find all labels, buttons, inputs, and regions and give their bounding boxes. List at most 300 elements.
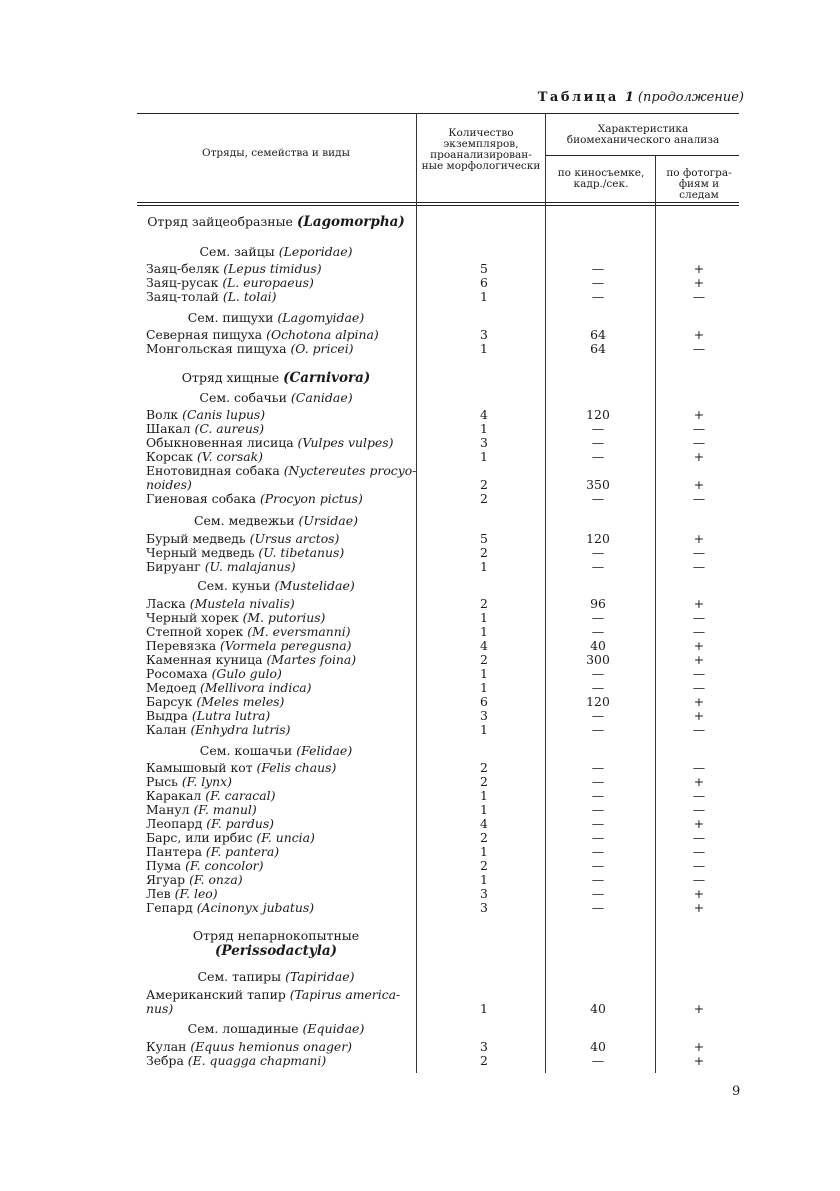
specimen-count-cell: 3 [480,886,488,901]
species-cell [146,681,418,695]
species-common-name: Енотовидная собака [146,463,280,478]
species-latin-name: (F. manul) [193,802,257,817]
species-latin-name: (U. tibetanus) [258,545,345,560]
specimen-count-cell: 5 [480,531,488,546]
family-heading [140,390,412,405]
group-label: Отряд непарнокопытные [192,928,360,943]
table-row [146,761,746,775]
page-number: 9 [732,1084,741,1099]
specimen-count-cell: 6 [480,275,488,290]
species-latin-name: (Mustela nivalis) [189,596,295,611]
film-rate-cell: 64 [590,341,606,356]
species-cell [146,789,418,803]
species-cell [146,560,418,574]
photo-track-cell: + [693,327,705,342]
caption-note: (продолжение) [637,90,744,105]
species-latin-name: (Nyctereutes procyo-noides) [146,463,417,492]
specimen-count-cell: 1 [480,449,488,464]
species-cell [146,845,418,859]
table-row [146,1054,746,1068]
species-latin-name: (Felis chaus) [256,760,337,775]
species-common-name: Ласка [146,596,186,611]
species-common-name: Шакал [146,421,191,436]
specimen-count-cell: 2 [480,652,488,667]
species-cell [146,667,418,681]
photo-track-cell: + [693,1039,705,1054]
species-latin-name: (Lepus timidus) [223,261,322,276]
group-latin: (Perissodactyla) [215,943,337,959]
species-cell [146,817,418,831]
species-latin-name: (M. putorius) [242,610,326,625]
species-cell [146,695,418,709]
photo-track-cell: + [693,694,705,709]
film-rate-cell: — [591,435,605,450]
film-rate-cell: 120 [586,694,610,709]
photo-track-cell: + [693,531,705,546]
photo-track-cell: — [692,341,706,356]
table-row [146,560,746,574]
species-common-name: Медоед [146,680,197,695]
film-rate-cell: — [591,545,605,560]
species-cell [146,625,418,639]
species-common-name: Лев [146,886,171,901]
specimen-count-cell: 3 [480,900,488,915]
species-cell [146,988,418,1016]
species-latin-name: (Acinonyx jubatus) [196,900,315,915]
specimen-count-cell: 3 [480,327,488,342]
photo-track-cell: — [692,830,706,845]
species-latin-name: (F. pantera) [205,844,280,859]
film-rate-cell: — [591,610,605,625]
photo-track-cell: + [693,596,705,611]
group-label: Отряд хищные [181,370,280,385]
table-row [146,611,746,625]
species-latin-name: (L. europaeus) [222,275,314,290]
table-row [146,901,746,915]
species-cell [146,709,418,723]
species-cell [146,450,418,464]
group-label: Сем. медвежьи [193,513,295,528]
table-row [146,709,746,723]
species-common-name: Барс, или ирбис [146,830,253,845]
species-latin-name: (V. corsak) [197,449,263,464]
species-common-name: Пума [146,858,182,873]
specimen-count-cell: 1 [480,666,488,681]
species-latin-name: (F. leo) [174,886,218,901]
table-row [146,831,746,845]
film-rate-cell: 120 [586,407,610,422]
photo-track-cell: + [693,816,705,831]
species-common-name: Ягуар [146,872,186,887]
specimen-count-cell: 2 [480,1053,488,1068]
group-latin: (Equidae) [302,1021,365,1036]
species-latin-name: (C. aureus) [194,421,265,436]
species-latin-name: (Meles meles) [196,694,285,709]
species-latin-name: (M. eversmanni) [247,624,351,639]
species-cell [146,653,418,667]
species-latin-name: (Martes foina) [266,652,357,667]
family-heading [140,578,412,593]
table-row [146,988,746,1016]
table-row [146,803,746,817]
caption-label: Таблица [537,90,619,105]
specimen-count-cell: 2 [480,545,488,560]
film-rate-cell: — [591,830,605,845]
photo-track-cell: + [693,652,705,667]
film-rate-cell: — [591,760,605,775]
table-row [146,873,746,887]
film-rate-cell: — [591,872,605,887]
species-cell [146,262,418,276]
species-cell [146,1040,418,1054]
order-heading [140,928,412,959]
photo-track-cell: — [692,760,706,775]
photo-track-cell: — [692,722,706,737]
film-rate-cell: 64 [590,327,606,342]
specimen-count-cell: 4 [480,638,488,653]
species-latin-name: (O. pricei) [290,341,354,356]
species-cell [146,492,418,506]
species-common-name: Степной хорек [146,624,244,639]
film-rate-cell: 300 [586,652,610,667]
species-latin-name: (Vormela peregusna) [220,638,352,653]
species-common-name: Пантера [146,844,202,859]
table-row [146,1040,746,1054]
specimen-count-cell: 4 [480,407,488,422]
film-rate-cell: — [591,788,605,803]
table-row [146,290,746,304]
table-row [146,436,746,450]
species-latin-name: (Tapirus america-nus) [146,987,401,1016]
photo-track-cell: + [693,638,705,653]
species-common-name: Перевязка [146,638,217,653]
species-cell [146,328,418,342]
group-latin: (Tapiridae) [285,969,355,984]
group-label: Сем. зайцы [199,244,275,259]
species-cell [146,887,418,901]
species-cell [146,723,418,737]
species-cell [146,436,418,450]
specimen-count-cell: 1 [480,1001,488,1016]
species-common-name: Черный медведь [146,545,255,560]
header-bottom-rule-2 [137,205,739,206]
species-common-name: Гепард [146,900,193,915]
species-common-name: Росомаха [146,666,208,681]
specimen-count-cell: 1 [480,289,488,304]
species-cell [146,761,418,775]
table-row [146,546,746,560]
film-rate-cell: — [591,449,605,464]
species-latin-name: (E. quagga chapmani) [187,1053,327,1068]
species-latin-name: (Procyon pictus) [259,491,363,506]
film-rate-cell: — [591,680,605,695]
species-common-name: Гиеновая собака [146,491,257,506]
species-cell [146,639,418,653]
photo-track-cell: — [692,559,706,574]
film-rate-cell: 350 [586,477,610,492]
species-cell [146,611,418,625]
specimen-count-cell: 1 [480,610,488,625]
species-common-name: Леопард [146,816,203,831]
film-rate-cell: — [591,708,605,723]
film-rate-cell: — [591,289,605,304]
caption-number: 1 [624,90,634,105]
species-cell [146,1054,418,1068]
specimen-count-cell: 3 [480,435,488,450]
film-rate-cell: — [591,261,605,276]
film-rate-cell: — [591,666,605,681]
species-latin-name: (Ursus arctos) [249,531,340,546]
specimen-count-cell: 6 [480,694,488,709]
species-common-name: Барсук [146,694,193,709]
group-label: Сем. собачьи [199,390,287,405]
photo-track-cell: — [692,872,706,887]
table-row [146,532,746,546]
species-cell [146,422,418,436]
table-row [146,276,746,290]
photo-track-cell: + [693,1053,705,1068]
specimen-count-cell: 4 [480,816,488,831]
species-cell [146,873,418,887]
species-common-name: Заяц-толай [146,289,219,304]
species-cell [146,532,418,546]
group-label: Сем. кошачьи [199,743,293,758]
photo-track-cell: — [692,788,706,803]
specimen-count-cell: 5 [480,261,488,276]
specimen-count-cell: 1 [480,802,488,817]
table-row [146,845,746,859]
species-latin-name: (Lutra lutra) [191,708,271,723]
specimen-count-cell: 3 [480,708,488,723]
film-rate-cell: — [591,275,605,290]
photo-track-cell: + [693,275,705,290]
specimen-count-cell: 1 [480,722,488,737]
header-count: Количество экземпляров, проанализирован-ные морфологически [421,127,541,172]
table-row [146,450,746,464]
species-common-name: Заяц-беляк [146,261,220,276]
film-rate-cell: — [591,858,605,873]
film-rate-cell: 96 [590,596,606,611]
table-row [146,887,746,901]
specimen-count-cell: 1 [480,844,488,859]
specimen-count-cell: 1 [480,788,488,803]
species-latin-name: (F. pardus) [206,816,275,831]
species-common-name: Рысь [146,774,178,789]
film-rate-cell: — [591,844,605,859]
film-rate-cell: — [591,722,605,737]
header-taxon: Отряды, семейства и виды [202,147,350,159]
species-common-name: Каменная куница [146,652,263,667]
photo-track-cell: + [693,900,705,915]
film-rate-cell: — [591,774,605,789]
species-common-name: Черный хорек [146,610,239,625]
film-rate-cell: — [591,421,605,436]
species-common-name: Калан [146,722,187,737]
table-row [146,681,746,695]
species-common-name: Обыкновенная лисица [146,435,294,450]
photo-track-cell: — [692,680,706,695]
photo-track-cell: + [693,407,705,422]
group-latin: (Felidae) [296,743,353,758]
species-cell [146,290,418,304]
species-latin-name: (Gulo gulo) [211,666,282,681]
species-common-name: Заяц-русак [146,275,219,290]
species-common-name: Волк [146,407,179,422]
specimen-count-cell: 2 [480,491,488,506]
film-rate-cell: 40 [590,638,606,653]
species-common-name: Каракал [146,788,202,803]
header-film: по киносъемке, кадр./сек. [557,167,645,190]
photo-track-cell: — [692,289,706,304]
species-common-name: Корсак [146,449,194,464]
species-latin-name: (L. tolai) [222,289,277,304]
species-latin-name: (Mellivora indica) [200,680,312,695]
species-cell [146,597,418,611]
photo-track-cell: — [692,844,706,859]
photo-track-cell: — [692,491,706,506]
group-label: Сем. куньи [197,578,271,593]
group-label: Отряд зайцеобразные [147,214,293,229]
film-rate-cell: — [591,802,605,817]
species-cell [146,408,418,422]
photo-track-cell: + [693,477,705,492]
table-row [146,667,746,681]
specimen-count-cell: 2 [480,858,488,873]
group-latin: (Ursidae) [298,513,359,528]
table-row [146,789,746,803]
species-common-name: Американский тапир [146,987,286,1002]
specimen-count-cell: 1 [480,624,488,639]
table-row [146,723,746,737]
photo-track-cell: — [692,435,706,450]
photo-track-cell: — [692,545,706,560]
table-row [146,817,746,831]
specimen-count-cell: 1 [480,872,488,887]
photo-track-cell: — [692,858,706,873]
table-row [146,464,746,492]
species-latin-name: (Ochotona alpina) [266,327,379,342]
photo-track-cell: + [693,261,705,276]
film-rate-cell: 40 [590,1039,606,1054]
photo-track-cell: — [692,666,706,681]
family-heading [140,513,412,528]
table-top-rule [137,113,739,114]
header-biomech: Характеристика биомеханического анализа [566,123,720,146]
species-cell [146,859,418,873]
film-rate-cell: — [591,559,605,574]
photo-track-cell: — [692,802,706,817]
group-latin: (Carnivora) [283,370,371,386]
header-photo: по фотогра-фиям и следам [666,167,732,201]
species-common-name: Кулан [146,1039,187,1054]
table-row [146,625,746,639]
specimen-count-cell: 1 [480,559,488,574]
film-rate-cell: — [591,491,605,506]
photo-track-cell: + [693,886,705,901]
family-heading [140,310,412,325]
group-label: Сем. лошадиные [187,1021,299,1036]
photo-track-cell: — [692,421,706,436]
group-latin: (Lagomyidae) [277,310,365,325]
family-heading [140,969,412,984]
film-rate-cell: — [591,624,605,639]
group-latin: (Canidae) [290,390,353,405]
group-label: Сем. тапиры [197,969,282,984]
film-rate-cell: — [591,816,605,831]
group-latin: (Lagomorpha) [296,214,405,230]
table-row [146,695,746,709]
table-row [146,342,746,356]
group-label: Сем. пищухи [187,310,274,325]
species-common-name: Камышовый кот [146,760,253,775]
species-common-name: Бируанг [146,559,201,574]
table-row [146,653,746,667]
specimen-count-cell: 2 [480,596,488,611]
family-heading [140,1021,412,1036]
species-latin-name: (F. caracal) [205,788,276,803]
family-heading [140,244,412,259]
order-heading [140,214,412,230]
order-heading [140,370,412,386]
species-cell [146,831,418,845]
table-row [146,262,746,276]
species-cell [146,546,418,560]
table-row [146,859,746,873]
specimen-count-cell: 1 [480,680,488,695]
species-common-name: Монгольская пищуха [146,341,287,356]
species-common-name: Бурый медведь [146,531,246,546]
table-row [146,597,746,611]
table-row [146,639,746,653]
species-common-name: Манул [146,802,190,817]
table-row [146,408,746,422]
species-latin-name: (Vulpes vulpes) [297,435,394,450]
species-cell [146,901,418,915]
film-rate-cell: — [591,1053,605,1068]
table-row [146,328,746,342]
species-latin-name: (U. malajanus) [204,559,296,574]
species-latin-name: (F. concolor) [185,858,264,873]
film-rate-cell: 40 [590,1001,606,1016]
species-common-name: Выдра [146,708,188,723]
photo-track-cell: — [692,624,706,639]
photo-track-cell: — [692,610,706,625]
species-cell [146,775,418,789]
specimen-count-cell: 1 [480,421,488,436]
specimen-count-cell: 1 [480,341,488,356]
photo-track-cell: + [693,449,705,464]
subheader-rule [545,155,739,156]
group-latin: (Mustelidae) [274,578,355,593]
family-heading [140,743,412,758]
species-cell [146,803,418,817]
photo-track-cell: + [693,708,705,723]
species-common-name: Северная пищуха [146,327,263,342]
species-cell [146,342,418,356]
specimen-count-cell: 2 [480,477,488,492]
species-cell [146,276,418,290]
specimen-count-cell: 2 [480,774,488,789]
header-bottom-rule [137,202,739,203]
species-latin-name: (F. uncia) [256,830,315,845]
species-latin-name: (F. onza) [189,872,243,887]
species-latin-name: (F. lynx) [181,774,232,789]
table-row [146,775,746,789]
film-rate-cell: 120 [586,531,610,546]
photo-track-cell: + [693,774,705,789]
table-caption [538,90,744,105]
specimen-count-cell: 2 [480,760,488,775]
